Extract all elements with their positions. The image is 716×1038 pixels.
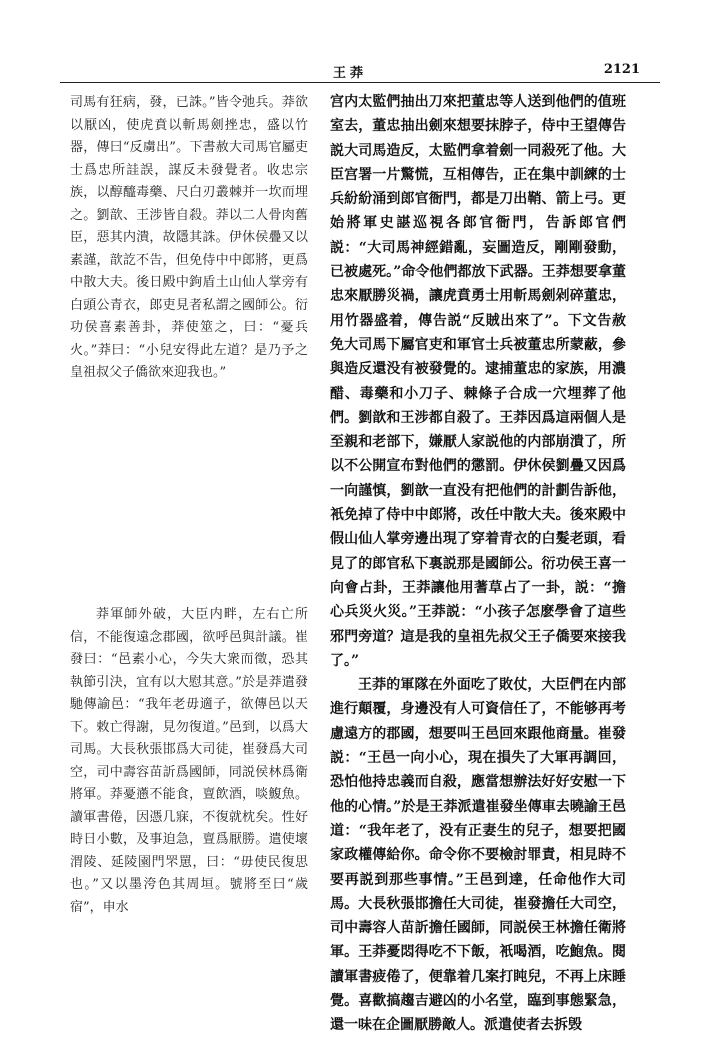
translation-paragraph: 宫内太監們抽出刀來把董忠等人送到他們的值班室去，董忠抽出劍來想要抹脖子，侍中王望傳告説大司馬造反，太監們拿着劍一同殺死了他。大臣宫署一片驚慌，互相傳告，正在集中訓練的士兵紛紛涌到郎官衙門，都是刀出鞘、箭上弓。更始將軍史諶巡視各郎官衙門，告訴郎官們説：“大司馬神經錯亂，妄圖造反，剛剛發動，已被處死。”命令他們都放下武器。王莽想要拿董忠來厭勝災禍，讓虎賁勇士用斬馬劍剁碎董忠，用竹器盛着，傳告説“反賊出來了”。下文告赦免大司馬下屬官吏和軍官士兵被董忠所蒙蔽，參與造反還没有被發覺的。逮捕董忠的家族，用濃醋、毒藥和小刀子、棘條子合成一穴埋葬了他們。劉歆和王涉都自殺了。王莽因爲這兩個人是至親和老部下，嫌厭人家説他的内部崩潰了，所以不公開宣布對他們的懲罰。伊休侯劉疊又因爲一向謹慎，劉歆一直没有把他們的計劃告訴他，衹免掉了侍中中郎將，改任中散大夫。後來殿中假山仙人掌旁邊出現了穿着青衣的白髮老頭，看見了的郎官私下裏説那是國師公。衍功侯王喜一向會占卦，王莽讓他用蓍草占了一卦，説：“擔心兵災火災。”王莽説：“小孩子怎麽學會了這些邪門旁道？這是我的皇祖先叔父王子僑要來接我了。” xyxy=(330,94,626,669)
page-header xyxy=(60,62,640,82)
classical-text-block-2 xyxy=(70,604,308,919)
translation-column xyxy=(330,90,626,1038)
page-number: 2121 xyxy=(603,62,640,77)
translation-paragraph: 王莽的軍隊在外面吃了敗仗，大臣們在内部進行顛覆，身邊没有人可資信任了，不能够再考慮遠方的郡國，想要叫王邑回來跟他商量。崔發説：“王邑一向小心，現在損失了大軍再調回，恐怕他持忠義而自殺，應當想辦法好好安慰一下他的心情。”於是王莽派遣崔發坐傳車去曉諭王邑道：“我年老了，没有正妻生的兒子，想要把國家政權傳給你。命令你不要檢討罪責，相見時不要再説到那些事情。”王邑到達，任命他作大司馬。大長秋張邯擔任大司徒，崔發擔任大司空，司中壽容人苗訢擔任國師，同説侯王林擔任衛將軍。王莽憂悶得吃不下飯，衹喝酒，吃鮑魚。閱讀軍書疲倦了，便靠着几案打盹兒，不再上床睡覺。喜歡搞趨吉避凶的小名堂，臨到事態緊急，還一味在企圖厭勝敵人。派遣使者去拆毁 xyxy=(330,677,626,1034)
classical-paragraph: 司馬有狂病，發，已誅。”皆令弛兵。莽欲以厭凶，使虎賁以斬馬劍挫忠，盛以竹器，傳曰“反虜出”。下書赦大司馬官屬吏士爲忠所詿誤，謀反未發覺者。收忠宗族，以醇醯毒藥、尺白刃叢棘并一坎而埋之。劉歆、王涉皆自殺。莽以二人骨肉舊臣，惡其内潰，故隱其誅。伊休侯疊又以素謹，歆訖不告，但免侍中中郎將，更爲中散大夫。後日殿中鉤盾土山仙人掌旁有白頭公青衣，郎吏見者私謂之國師公。衍功侯喜素善卦，莽使筮之，曰：“憂兵火。”莽曰：“小兒安得此左道？是乃予之皇祖叔父子僑欲來迎我也。” xyxy=(70,95,308,380)
classical-text-block-1 xyxy=(70,92,308,385)
classical-paragraph: 莽軍師外破，大臣内畔，左右亡所信，不能復遠念郡國，欲呼邑與計議。崔發曰：“邑素小心，今失大衆而徵，恐其執節引決，宜有以大慰其意。”於是莽遣發馳傳諭邑：“我年老毋適子，欲傳邑以天下。敕亡得謝，見勿復道。”邑到，以爲大司馬。大長秋張邯爲大司徒，崔發爲大司空，司中壽容苗訢爲國師，同説侯林爲衛將軍。莽憂懣不能食，亶飲酒，啖鰒魚。讀軍書倦，因憑几寐，不復就枕矣。性好時日小數，及事迫急，亶爲厭勝。遣使壞渭陵、延陵園門罘罳，曰：“毋使民復思也。”又以墨洿色其周垣。號將至曰“歲宿”，申水 xyxy=(70,607,308,915)
header-rule xyxy=(60,82,660,83)
running-title: 王莽 xyxy=(332,66,367,81)
